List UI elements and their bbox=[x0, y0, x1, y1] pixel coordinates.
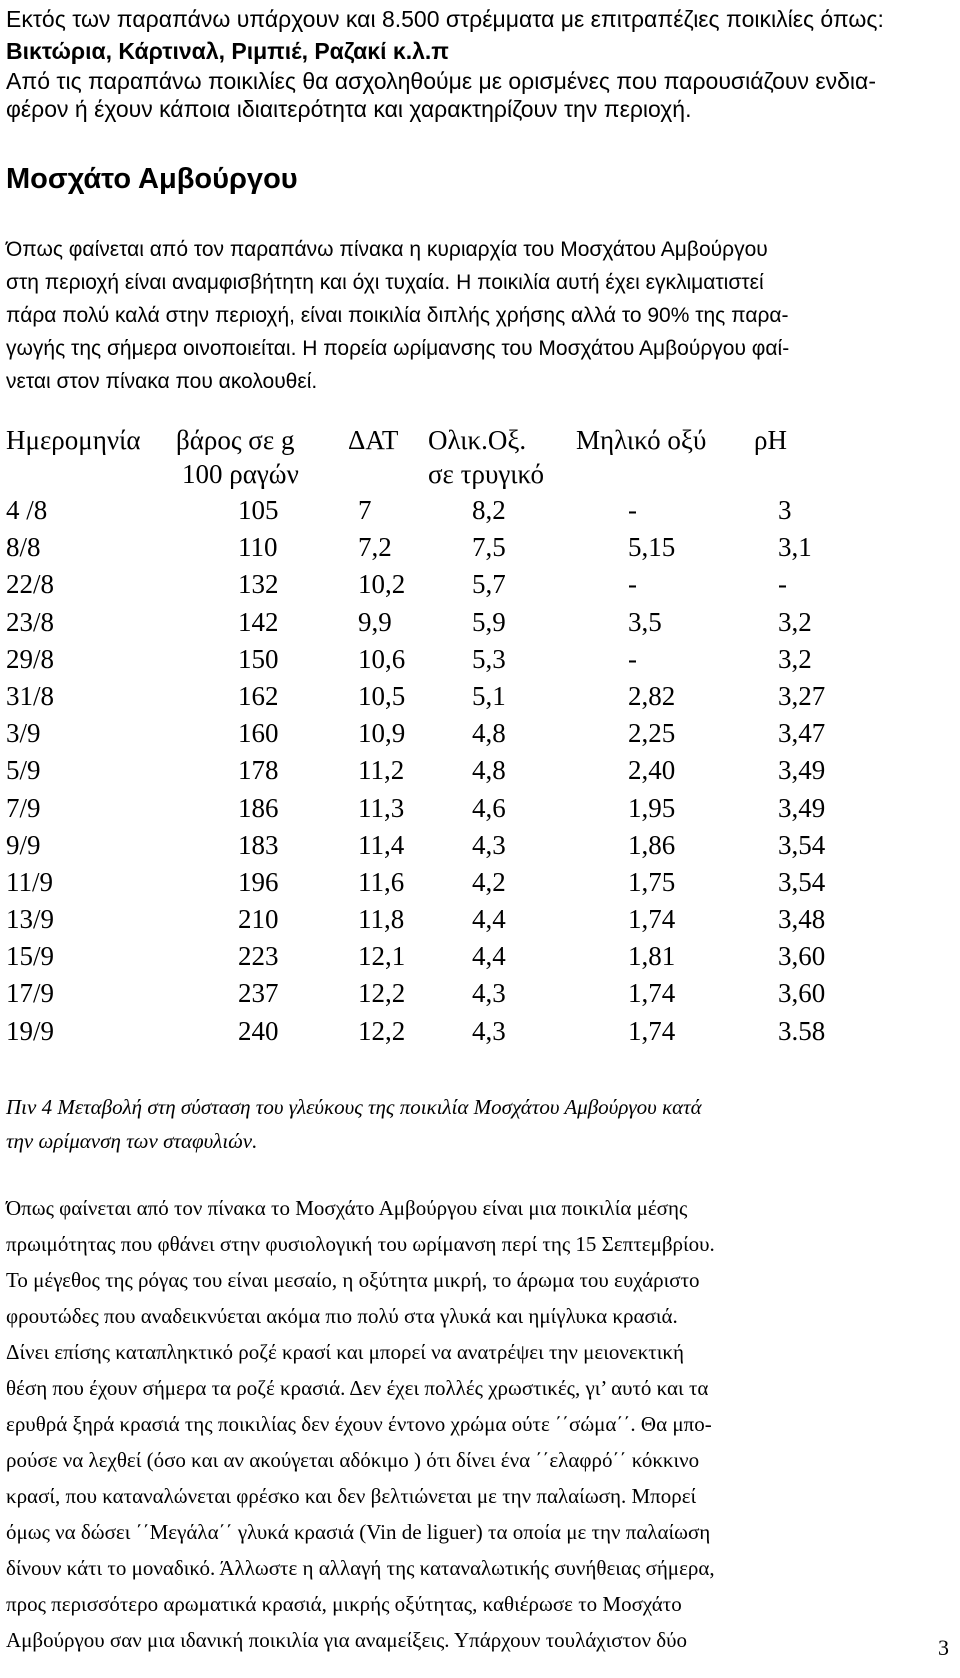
cell-weight: 240 bbox=[238, 1015, 279, 1046]
cell-ph: 3.58 bbox=[778, 1015, 826, 1046]
paragraph-line: νεται στον πίνακα που ακολουθεί. bbox=[6, 370, 318, 393]
cell-total-acidity: 4,2 bbox=[472, 866, 506, 897]
intro-line-2: Βικτώρια, Κάρτιναλ, Ριμπιέ, Ραζακί κ.λ.π bbox=[6, 38, 449, 64]
cell-date: 29/8 bbox=[6, 643, 55, 674]
cell-weight: 237 bbox=[238, 978, 279, 1009]
table-row bbox=[6, 755, 956, 792]
table-row bbox=[6, 569, 956, 606]
cell-dat: 7,2 bbox=[358, 532, 392, 563]
cell-weight: 110 bbox=[238, 532, 278, 563]
table-row bbox=[6, 1016, 956, 1053]
cell-total-acidity: 5,7 bbox=[472, 569, 506, 600]
cell-malic-acid: 1,74 bbox=[628, 978, 676, 1009]
intro-line-3: Από τις παραπάνω ποικιλίες θα ασχοληθούμε με ορισμένες που παρουσιάζουν ενδια- bbox=[6, 68, 876, 94]
table-row bbox=[6, 532, 956, 569]
paragraph-line: Όπως φαίνεται από τον πίνακα το Μοσχάτο Αμβούργου είναι μια ποικιλία μέσης bbox=[6, 1196, 688, 1220]
table-row bbox=[6, 904, 956, 941]
cell-dat: 11,6 bbox=[358, 866, 405, 897]
cell-total-acidity: 4,4 bbox=[472, 941, 506, 972]
cell-malic-acid: 2,40 bbox=[628, 755, 676, 786]
cell-dat: 11,8 bbox=[358, 904, 405, 935]
cell-malic-acid: 1,74 bbox=[628, 1015, 676, 1046]
cell-weight: 186 bbox=[238, 792, 279, 823]
cell-weight: 150 bbox=[238, 643, 279, 674]
table-row bbox=[6, 681, 956, 718]
cell-dat: 12,1 bbox=[358, 941, 406, 972]
header-malic-acid: Μηλικό οξύ bbox=[576, 425, 707, 455]
cell-date: 22/8 bbox=[6, 569, 55, 600]
cell-ph: 3,48 bbox=[778, 904, 826, 935]
table-row bbox=[6, 830, 956, 867]
cell-dat: 9,9 bbox=[358, 606, 392, 637]
table-row bbox=[6, 718, 956, 755]
cell-ph: 3,2 bbox=[778, 606, 812, 637]
cell-dat: 12,2 bbox=[358, 978, 406, 1009]
header-date: Ημερομηνία bbox=[6, 425, 141, 455]
paragraph-line: γωγής της σήμερα οινοποιείται. Η πορεία ωρίμανσης του Μοσχάτου Αμβούργου φαί- bbox=[6, 337, 790, 360]
cell-dat: 10,6 bbox=[358, 643, 406, 674]
cell-weight: 160 bbox=[238, 718, 279, 749]
cell-ph: 3,49 bbox=[778, 755, 826, 786]
cell-date: 17/9 bbox=[6, 978, 55, 1009]
cell-total-acidity: 5,9 bbox=[472, 606, 506, 637]
paragraph-line: στη περιοχή είναι αναμφισβήτητη και όχι τυχαία. Η ποικιλία αυτή έχει εγκλιματιστεί bbox=[6, 271, 764, 294]
header-weight: βάρος σε g bbox=[176, 425, 295, 455]
section-heading: Μοσχάτο Αμβούργου bbox=[6, 163, 298, 195]
table-header bbox=[6, 425, 956, 495]
table-row bbox=[6, 495, 956, 532]
cell-total-acidity: 4,8 bbox=[472, 755, 506, 786]
cell-dat: 10,9 bbox=[358, 718, 406, 749]
cell-malic-acid: 1,75 bbox=[628, 866, 676, 897]
header-dat: ΔΑΤ bbox=[348, 425, 399, 455]
table-row bbox=[6, 793, 956, 830]
table-caption bbox=[6, 1090, 946, 1158]
cell-total-acidity: 5,3 bbox=[472, 643, 506, 674]
cell-malic-acid: 2,82 bbox=[628, 680, 676, 711]
cell-total-acidity: 4,3 bbox=[472, 978, 506, 1009]
paragraph-line: θέση που έχουν σήμερα τα ροζέ κρασιά. Δεν έχει πολλές χρωστικές, γι’ αυτό και τα bbox=[6, 1376, 709, 1400]
cell-malic-acid: 2,25 bbox=[628, 718, 676, 749]
cell-ph: - bbox=[778, 569, 787, 600]
cell-malic-acid: 1,74 bbox=[628, 904, 676, 935]
header-ph: ρΗ bbox=[754, 425, 787, 455]
cell-dat: 12,2 bbox=[358, 1015, 406, 1046]
cell-weight: 162 bbox=[238, 680, 279, 711]
cell-weight: 142 bbox=[238, 606, 279, 637]
cell-ph: 3 bbox=[778, 495, 792, 525]
table-row bbox=[6, 607, 956, 644]
cell-ph: 3,54 bbox=[778, 829, 826, 860]
cell-weight: 132 bbox=[238, 569, 279, 600]
cell-weight: 210 bbox=[238, 904, 279, 935]
intro-line-4: φέρον ή έχουν κάποια ιδιαιτερότητα και χαρακτηρίζουν την περιοχή. bbox=[6, 96, 692, 122]
paragraph-line: ρούσε να λεχθεί (όσο και αν ακούγεται αδόκιμο ) ότι δίνει ένα ΄΄ελαφρό΄΄ κόκκινο bbox=[6, 1448, 700, 1472]
cell-malic-acid: 1,86 bbox=[628, 829, 676, 860]
paragraph-line: Αμβούργου σαν μια ιδανική ποικιλία για αναμείξεις. Υπάρχουν τουλάχιστον δύο bbox=[6, 1628, 688, 1652]
intro-line-1: Εκτός των παραπάνω υπάρχουν και 8.500 στρέμματα με επιτραπέζιες ποικιλίες όπως: bbox=[6, 6, 884, 32]
cell-weight: 223 bbox=[238, 941, 279, 972]
cell-malic-acid: - bbox=[628, 643, 637, 674]
cell-dat: 10,2 bbox=[358, 569, 406, 600]
paragraph-line: Το μέγεθος της ρόγας του είναι μεσαίο, η οξύτητα μικρή, το άρωμα του ευχάριστο bbox=[6, 1268, 700, 1292]
cell-total-acidity: 4,4 bbox=[472, 904, 506, 935]
cell-dat: 11,2 bbox=[358, 755, 405, 786]
table-row bbox=[6, 644, 956, 681]
cell-total-acidity: 4,3 bbox=[472, 1015, 506, 1046]
cell-weight: 178 bbox=[238, 755, 279, 786]
paragraph-line: φρουτώδες που αναδεικνύεται ακόμα πιο πολύ στα γλυκά και ημίγλυκα κρασιά. bbox=[6, 1304, 678, 1328]
header-total-acidity: Ολικ.Οξ. bbox=[428, 425, 527, 455]
paragraph-line: πρωιμότητας που φθάνει στην φυσιολογική του ωρίμανση περί της 15 Σεπτεμβρίου. bbox=[6, 1232, 715, 1256]
cell-date: 8/8 bbox=[6, 532, 41, 563]
cell-malic-acid: 5,15 bbox=[628, 532, 676, 563]
cell-malic-acid: 1,81 bbox=[628, 941, 676, 972]
cell-date: 7/9 bbox=[6, 792, 41, 823]
cell-total-acidity: 5,1 bbox=[472, 680, 506, 711]
paragraph-2 bbox=[6, 1190, 956, 1658]
cell-total-acidity: 7,5 bbox=[472, 532, 506, 563]
paragraph-line: Δίνει επίσης καταπληκτικό ροζέ κρασί και μπορεί να ανατρέψει την μειονεκτική bbox=[6, 1340, 684, 1364]
paragraph-line: δίνουν κάτι το μοναδικό. Άλλωστε η αλλαγή της καταναλωτικής συνήθειας σήμερα, bbox=[6, 1556, 715, 1580]
cell-dat: 11,3 bbox=[358, 792, 405, 823]
table-row bbox=[6, 978, 956, 1015]
table-row bbox=[6, 941, 956, 978]
paragraph-line: όμως να δώσει ΄΄Μεγάλα΄΄ γλυκά κρασιά (Vin de liguer) τα οποία με την παλαίωση bbox=[6, 1520, 711, 1544]
caption-line: Πιν 4 Μεταβολή στη σύσταση του γλεύκους της ποικιλία Μοσχάτου Αμβούργου κατά bbox=[6, 1095, 702, 1119]
cell-ph: 3,60 bbox=[778, 941, 826, 972]
cell-date: 19/9 bbox=[6, 1015, 55, 1046]
cell-ph: 3,54 bbox=[778, 866, 826, 897]
cell-total-acidity: 4,3 bbox=[472, 829, 506, 860]
cell-date: 15/9 bbox=[6, 941, 55, 972]
cell-malic-acid: - bbox=[628, 569, 637, 600]
paragraph-line: ερυθρά ξηρά κρασιά της ποικιλίας δεν έχουν έντονο χρώμα ούτε ΄΄σώμα΄΄. Θα μπο- bbox=[6, 1412, 712, 1436]
paragraph-1 bbox=[6, 233, 946, 398]
table-row bbox=[6, 867, 956, 904]
cell-date: 11/9 bbox=[6, 866, 53, 897]
paragraph-line: προς περισσότερο αρωματικά κρασιά, μικρής οξύτητας, καθιέρωσε το Μοσχάτο bbox=[6, 1592, 682, 1616]
cell-dat: 7 bbox=[358, 495, 372, 525]
cell-weight: 105 bbox=[238, 495, 279, 525]
cell-date: 4 /8 bbox=[6, 495, 48, 525]
cell-dat: 10,5 bbox=[358, 680, 406, 711]
header-weight-unit: 100 ραγών bbox=[182, 459, 299, 489]
cell-ph: 3,2 bbox=[778, 643, 812, 674]
paragraph-line: πάρα πολύ καλά στην περιοχή, είναι ποικιλία διπλής χρήσης αλλά το 90% της παρα- bbox=[6, 304, 789, 327]
paragraph-line: Όπως φαίνεται από τον παραπάνω πίνακα η κυριαρχία του Μοσχάτου Αμβούργου bbox=[6, 238, 768, 261]
cell-malic-acid: 3,5 bbox=[628, 606, 662, 637]
cell-dat: 11,4 bbox=[358, 829, 405, 860]
cell-date: 5/9 bbox=[6, 755, 41, 786]
cell-ph: 3,49 bbox=[778, 792, 826, 823]
ripening-table bbox=[6, 425, 956, 1053]
caption-line: την ωρίμανση των σταφυλιών. bbox=[6, 1129, 258, 1153]
header-total-acidity-unit: σε τρυγικό bbox=[428, 459, 545, 489]
cell-date: 9/9 bbox=[6, 829, 41, 860]
cell-total-acidity: 4,8 bbox=[472, 718, 506, 749]
cell-ph: 3,47 bbox=[778, 718, 826, 749]
cell-date: 31/8 bbox=[6, 680, 55, 711]
cell-total-acidity: 4,6 bbox=[472, 792, 506, 823]
cell-weight: 196 bbox=[238, 866, 279, 897]
cell-total-acidity: 8,2 bbox=[472, 495, 506, 525]
cell-ph: 3,1 bbox=[778, 532, 812, 563]
cell-date: 13/9 bbox=[6, 904, 55, 935]
table-body bbox=[6, 495, 956, 1053]
cell-weight: 183 bbox=[238, 829, 279, 860]
cell-date: 23/8 bbox=[6, 606, 55, 637]
cell-ph: 3,27 bbox=[778, 680, 826, 711]
paragraph-line: κρασί, που καταναλώνεται φρέσκο και δεν βελτιώνεται με την παλαίωση. Μπορεί bbox=[6, 1484, 697, 1508]
cell-malic-acid: 1,95 bbox=[628, 792, 676, 823]
cell-ph: 3,60 bbox=[778, 978, 826, 1009]
page-number: 3 bbox=[938, 1635, 949, 1660]
cell-date: 3/9 bbox=[6, 718, 41, 749]
cell-malic-acid: - bbox=[628, 495, 637, 525]
